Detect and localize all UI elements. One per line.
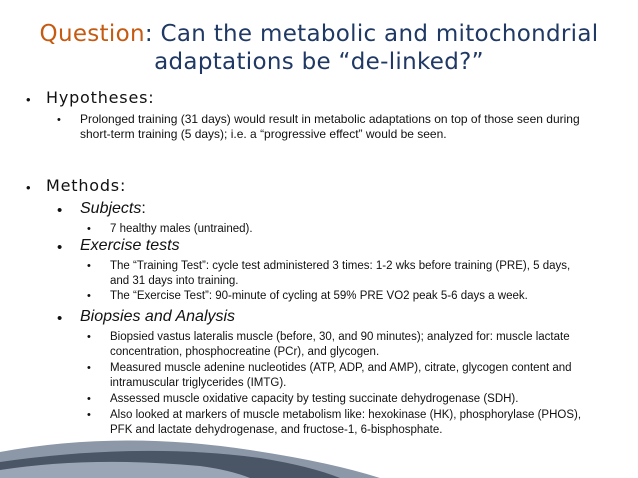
title-rest: : Can the metabolic and mitochondrial bbox=[144, 21, 599, 47]
bullet-icon: • bbox=[87, 223, 91, 235]
exercise-tests-label: Exercise tests bbox=[80, 237, 180, 254]
title-accent-word: Question bbox=[39, 21, 145, 47]
title-line-2: adaptations be “de-linked?” bbox=[154, 49, 484, 75]
bullet-icon: • bbox=[87, 393, 91, 405]
bullet-icon: • bbox=[26, 92, 31, 107]
subjects-label-text: Subjects bbox=[80, 200, 142, 217]
bullet-icon: • bbox=[87, 331, 91, 343]
bullet-icon: • bbox=[87, 409, 91, 421]
bullet-icon: • bbox=[26, 180, 31, 195]
subjects-colon: : bbox=[141, 200, 146, 217]
subjects-item: 7 healthy males (untrained). bbox=[110, 223, 253, 235]
bullet-icon: • bbox=[57, 202, 63, 219]
hypothesis-text: Prolonged training (31 days) would result in metabolic adaptations on top of those seen during short-term training (5 days); i.e. a “progressive effect” would be seen. bbox=[80, 112, 580, 141]
bullet-icon: • bbox=[57, 310, 63, 327]
exercise-test-item: The “Training Test”: cycle test administered 3 times: 1-2 wks before training (PRE), 5 days, and 31 days into training. bbox=[110, 260, 571, 287]
exercise-test-item: The “Exercise Test”: 90-minute of cycling at 59% PRE VO2 peak 5-6 days a week. bbox=[110, 290, 528, 302]
hypotheses-heading: Hypotheses: bbox=[46, 88, 155, 107]
bullet-icon: • bbox=[87, 362, 91, 374]
bullet-icon: • bbox=[57, 239, 63, 256]
biopsy-item: Assessed muscle oxidative capacity by testing succinate dehydrogenase (SDH). bbox=[110, 393, 519, 405]
methods-heading: Methods: bbox=[46, 176, 127, 195]
bullet-icon: • bbox=[87, 290, 91, 302]
bullet-icon: • bbox=[57, 114, 61, 126]
biopsies-label: Biopsies and Analysis bbox=[80, 308, 236, 325]
bullet-icon: • bbox=[87, 260, 91, 272]
biopsy-item: Measured muscle adenine nucleotides (ATP, ADP, and AMP), citrate, glycogen content and intramuscular triglycerides (IMTG). bbox=[110, 362, 572, 389]
biopsy-item: Also looked at markers of muscle metabolism like: hexokinase (HK), phosphorylase (PHOS), PFK and lactate dehydrogenase, and fructose-1, 6-bisphosphate. bbox=[110, 409, 582, 436]
biopsy-item: Biopsied vastus lateralis muscle (before, 30, and 90 minutes); analyzed for: muscle lactate concentration, phosphocreatine (PCr), and glycogen. bbox=[110, 331, 570, 358]
